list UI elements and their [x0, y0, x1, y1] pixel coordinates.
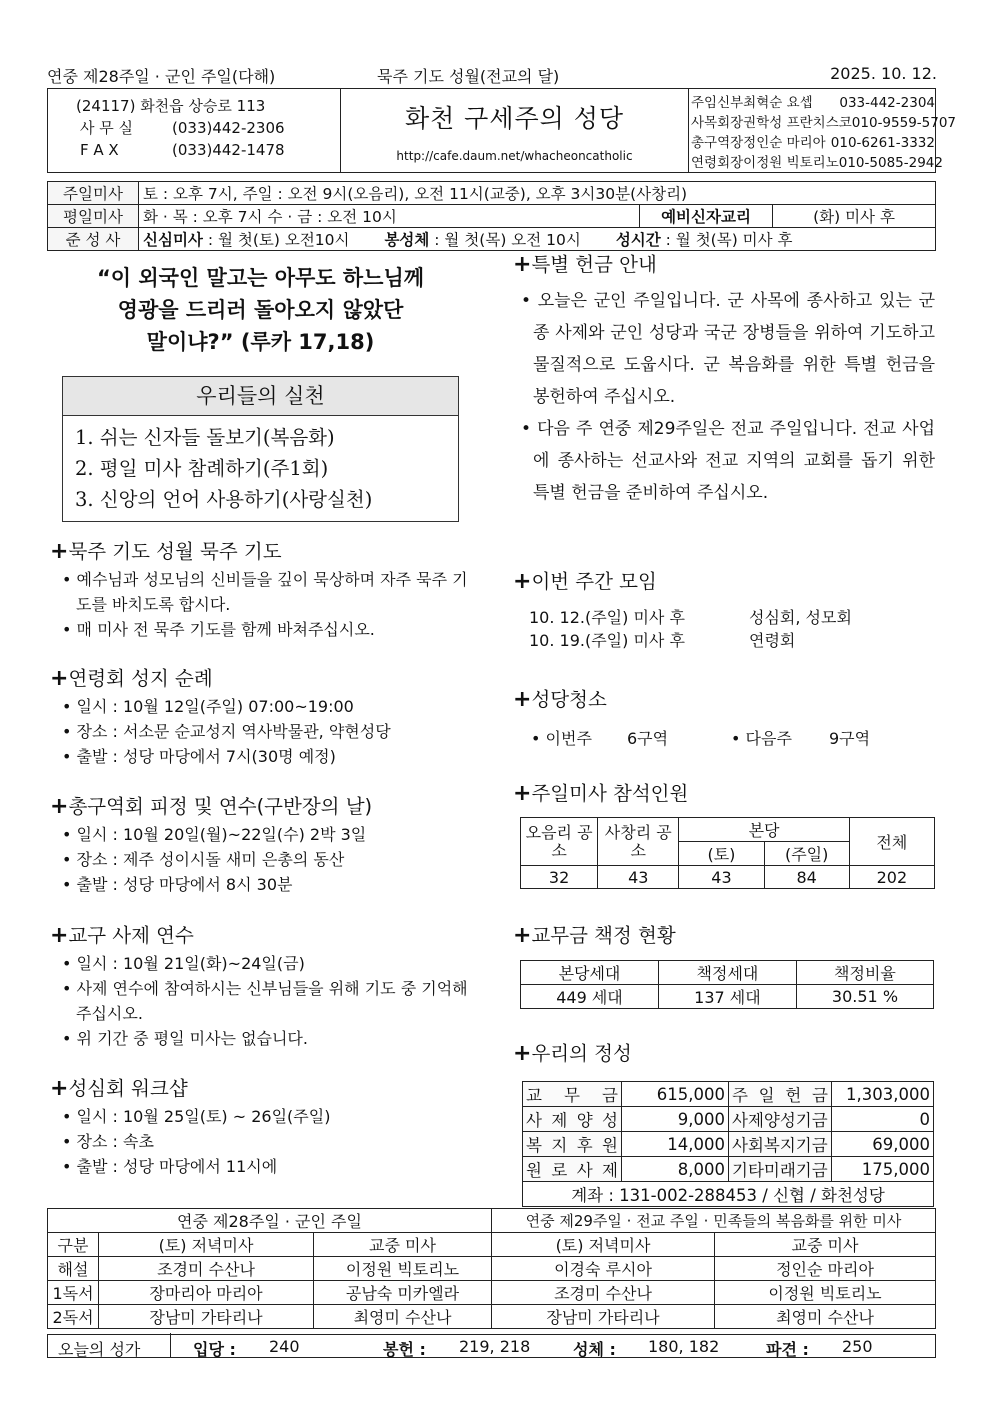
dues-heading [513, 920, 676, 948]
main-church-header: 본당 [679, 818, 849, 842]
meeting-groups: 성심회, 성모회 [749, 608, 852, 627]
saturday-header: (토) [679, 842, 764, 866]
meeting-groups: 연령회 [749, 631, 796, 650]
bank-account: 계좌 : 131-002-288453 / 신협 / 화천성당 [523, 1182, 934, 1207]
contact-row [691, 113, 957, 133]
section-title: 주일미사 참석인원 [531, 782, 689, 805]
offering-amount: 9,000 [622, 1107, 729, 1132]
list-item: 예수님과 성모님의 신비들을 깊이 묵상하며 자주 묵주 기도를 바치도록 합시다. [76, 570, 468, 614]
roster-name: 공남숙 미카엘라 [314, 1281, 492, 1305]
cross-icon: + [50, 923, 69, 948]
list-item: 장소 : 제주 성이시돌 새미 은총의 동산 [76, 850, 345, 869]
cross-icon: + [50, 666, 69, 691]
this-week-label: 이번주 [545, 729, 592, 748]
dues-header: 책정비율 [796, 961, 933, 985]
dismissal-label: 파견 : [766, 1340, 809, 1359]
home-communion-text: : 월 첫(목) 오전 10시 [429, 231, 581, 249]
entrance-hymn: 240 [269, 1337, 300, 1356]
contact-role: 총구역장 [691, 135, 744, 151]
total-header: 전체 [849, 818, 934, 866]
dues-value: 449 세대 [521, 985, 659, 1009]
section-title: 교무금 책정 현황 [531, 924, 676, 947]
practice-item: 1. 쉬는 신자들 돌보기(복음화) [75, 426, 335, 449]
section-title: 특별 헌금 안내 [531, 253, 657, 276]
office-label: 사 무 실 [80, 119, 134, 137]
dismissal-hymn: 250 [842, 1337, 873, 1356]
list-item: 일시 : 10월 20일(월)~22일(수) 2박 3일 [76, 825, 367, 844]
list-item: 일시 : 10월 12일(주일) 07:00~19:00 [76, 697, 354, 716]
holy-hour-label: 성시간 [615, 231, 661, 249]
sachangri-count: 43 [598, 866, 679, 889]
attendance-table [520, 817, 935, 889]
cafe-url[interactable]: http://cafe.daum.net/whacheoncatholic [396, 149, 633, 163]
list-item: 다음 주 연중 제29주일은 전교 주일입니다. 전교 사업에 종사하는 선교사와 전교 지역의 교회를 돕기 위한 특별 헌금을 준비하여 주십시오. [533, 419, 935, 503]
sat-header: (토) 저녁미사 [492, 1233, 715, 1257]
table-row [523, 1132, 934, 1157]
dues-table [520, 960, 934, 1009]
list-item: 위 기간 중 평일 미사는 없습니다. [76, 1029, 308, 1048]
dues-header: 책정세대 [658, 961, 796, 985]
contact-phone: 010-9559-5707 [851, 115, 957, 131]
offering-label: 주 일 헌 금 [729, 1082, 832, 1107]
contact-row [691, 93, 935, 113]
roster-role: 1독서 [48, 1281, 99, 1305]
cross-icon: + [513, 781, 532, 806]
devotion-mass-text: : 월 첫(토) 오전10시 [202, 231, 350, 249]
fax-number: (033)442-1478 [172, 141, 285, 159]
offering-table [522, 1081, 934, 1207]
contact-row [691, 133, 935, 153]
sacrament-text [139, 228, 936, 251]
offering-label: 사 제 양 성 [523, 1107, 622, 1132]
pilgrimage-section: +연령회 성지 순례 • 일시 : 10월 12일(주일) 07:00~19:00 • 장소 : 서소문 순교성지 역사박물관, 약현성당 • 출발 : 성당 마당에서 7시(30명 예정) [50, 666, 391, 766]
contact-name: 정인순 마리아 [743, 135, 826, 151]
hymn-bar [47, 1334, 936, 1358]
rosary-section: +묵주 기도 성월 묵주 기도 • 예수님과 성모님의 신비들을 깊이 묵상하며 자주 묵주 기도를 바치도록 합시다. • 매 미사 전 묵주 기도를 함께 바쳐주십시오. [50, 539, 468, 639]
sat-header: (토) 저녁미사 [99, 1233, 314, 1257]
table-row [48, 1257, 936, 1281]
list-item: 일시 : 10월 25일(토) ~ 26일(주일) [76, 1107, 331, 1126]
next-week-label: 다음주 [745, 729, 792, 748]
practice-list [63, 416, 458, 521]
sunday-header: (주일) [764, 842, 849, 866]
parish-name: 화천 구세주의 성당 [404, 104, 625, 133]
roster-role: 2독서 [48, 1305, 99, 1329]
list-item: 매 미사 전 묵주 기도를 함께 바쳐주십시오. [76, 620, 375, 639]
table-row [523, 1082, 934, 1107]
list-item: 장소 : 속초 [76, 1132, 154, 1151]
month-theme: 묵주 기도 성월(전교의 달) [377, 67, 560, 86]
devotion-mass-label: 신심미사 [143, 231, 203, 249]
sachangri-header: 사창리 공소 [598, 818, 679, 866]
offering-heading [513, 1038, 632, 1066]
roster-name: 이정원 빅토리노 [715, 1281, 936, 1305]
liturgical-week: 연중 제28주일 · 군인 주일(다해) [47, 67, 276, 86]
catechumen-label: 예비신자교리 [640, 205, 773, 228]
special-collection-section: +특별 헌금 안내 • 오늘은 군인 주일입니다. 군 사목에 종사하고 있는 군종 사제와 군인 성당과 국군 장병들을 위하여 기도하고 물질적으로 도웁시다. 군 복음화를 위한 특별 헌금을 봉헌하여 주십시오. • 다음 주 연중 제29주일은 전교 주일입니다. 전교 사업에 종사하는 선교사와 전교 지역의 교회를 돕기 위한 특별 헌금을 준비하여 주십시오. [513, 252, 936, 503]
contact-name: 이정원 빅토리노 [743, 155, 839, 171]
sacrament-label: 준 성 사 [48, 228, 139, 251]
roster-name: 정인순 마리아 [715, 1257, 936, 1281]
mass-schedule [47, 181, 936, 251]
offertory-hymn: 219, 218 [459, 1337, 531, 1356]
practice-box [62, 376, 459, 522]
sunday-mass-text: 토 : 오후 7시, 주일 : 오전 9시(오음리), 오전 11시(교중), 오후 3시30분(사창리) [139, 182, 936, 205]
holy-hour-text: : 월 첫(목) 미사 후 [660, 231, 793, 249]
offering-label: 복 지 후 원 [523, 1132, 622, 1157]
weekday-mass-label: 평일미사 [48, 205, 139, 228]
cross-icon: + [50, 539, 69, 564]
roster-name: 장마리아 마리아 [99, 1281, 314, 1305]
list-item: 출발 : 성당 마당에서 7시(30명 예정) [76, 747, 336, 766]
section-title: 연령회 성지 순례 [68, 667, 213, 690]
list-item: 일시 : 10월 21일(화)~24일(금) [76, 954, 305, 973]
priest-training-section: +교구 사제 연수 • 일시 : 10월 21일(화)~24일(금) • 사제 연수에 참여하시는 신부님들을 위해 기도 중 기억해 주십시오. • 위 기간 중 평일 미사는 없습니다. [50, 923, 468, 1048]
sunday-mass-label: 주일미사 [48, 182, 139, 205]
communion-label: 성체 : [573, 1340, 616, 1359]
week1-title: 연중 제28주일 · 군인 주일 [48, 1209, 492, 1233]
bulletin-date: 2025. 10. 12. [830, 64, 937, 83]
contacts-block [688, 89, 957, 172]
contact-phone: 010-6261-3332 [830, 135, 935, 151]
oeumri-header: 오음리 공소 [521, 818, 598, 866]
week2-title: 연중 제29주일 · 전교 주일 · 민족들의 복음화를 위한 미사 [492, 1209, 936, 1233]
roster-role: 해설 [48, 1257, 99, 1281]
dues-value: 30.51 % [796, 985, 933, 1009]
section-title: 우리의 정성 [531, 1042, 632, 1065]
section-title: 묵주 기도 성월 묵주 기도 [68, 540, 282, 563]
offering-label: 사회복지기금 [729, 1132, 832, 1157]
roster-name: 이경숙 루시아 [492, 1257, 715, 1281]
cross-icon: + [50, 794, 69, 819]
practice-item: 3. 신앙의 언어 사용하기(사랑실천) [75, 488, 373, 511]
list-item: 출발 : 성당 마당에서 8시 30분 [76, 875, 293, 894]
cross-icon: + [513, 569, 532, 594]
gospel-quote [63, 262, 458, 358]
total-count: 202 [849, 866, 934, 889]
workshop-section: +성심회 워크샵 • 일시 : 10월 25일(토) ~ 26일(주일) • 장소 : 속초 • 출발 : 성당 마당에서 11시에 [50, 1076, 331, 1176]
weekday-mass-text: 화 · 목 : 오후 7시 수 · 금 : 오전 10시 [139, 205, 640, 228]
cross-icon: + [513, 687, 532, 712]
meeting-date: 10. 12.(주일) 미사 후 [529, 608, 685, 627]
offering-amount: 14,000 [622, 1132, 729, 1157]
header-box [47, 88, 957, 173]
practice-title: 우리들의 실천 [63, 377, 458, 416]
roster-name: 조경미 수산나 [492, 1281, 715, 1305]
contact-phone: 033-442-2304 [839, 95, 935, 111]
cross-icon: + [50, 1076, 69, 1101]
roster-name: 장남미 가타리나 [492, 1305, 715, 1329]
offering-amount: 175,000 [832, 1157, 934, 1182]
roster-name: 장남미 가타리나 [99, 1305, 314, 1329]
offering-amount: 69,000 [832, 1132, 934, 1157]
dues-header: 본당세대 [521, 961, 659, 985]
this-week-zone: 6구역 [627, 729, 669, 748]
fax-label: F A X [80, 141, 119, 159]
cleaning-section: +성당청소 • 이번주 6구역 • 다음주 9구역 [513, 687, 871, 748]
offering-amount: 8,000 [622, 1157, 729, 1182]
contact-phone: 010-5085-2942 [838, 155, 943, 171]
offering-label: 교 무 금 [523, 1082, 622, 1107]
address: (24117) 화천읍 상승로 113 [76, 97, 266, 115]
list-item: 장소 : 서소문 순교성지 역사박물관, 약현성당 [76, 722, 391, 741]
meeting-date: 10. 19.(주일) 미사 후 [529, 631, 685, 650]
cross-icon: + [513, 252, 532, 277]
practice-item: 2. 평일 미사 참례하기(주1회) [75, 457, 329, 480]
title-block [341, 89, 689, 172]
fax-row [76, 139, 340, 161]
contact-row [691, 153, 943, 173]
offering-amount: 615,000 [622, 1082, 729, 1107]
oeumri-count: 32 [521, 866, 598, 889]
offertory-label: 봉헌 : [383, 1340, 426, 1359]
table-row [48, 1305, 936, 1329]
offering-label: 사제양성기금 [729, 1107, 832, 1132]
next-week-zone: 9구역 [829, 729, 871, 748]
entrance-label: 입당 : [193, 1340, 236, 1359]
liturgy-roster [47, 1208, 936, 1329]
home-communion-label: 봉성체 [384, 231, 430, 249]
retreat-section: +총구역회 피정 및 연수(구반장의 날) • 일시 : 10월 20일(월)~22일(수) 2박 3일 • 장소 : 제주 성이시돌 새미 은총의 동산 • 출발 : 성당 마당에서 8시 30분 [50, 794, 373, 894]
table-row [48, 1281, 936, 1305]
section-title: 총구역회 피정 및 연수(구반장의 날) [68, 795, 373, 818]
cross-icon: + [513, 923, 532, 948]
section-title: 성심회 워크샵 [68, 1077, 188, 1100]
contact-role: 연령회장 [691, 155, 744, 171]
section-title: 성당청소 [531, 688, 607, 711]
contact-name: 최혁순 요셉 [743, 95, 813, 111]
communion-hymn: 180, 182 [648, 1337, 720, 1356]
contact-role: 사목회장 [691, 115, 744, 131]
section-title: 이번 주간 모임 [531, 570, 657, 593]
offering-amount: 1,303,000 [832, 1082, 934, 1107]
meetings-section [513, 566, 935, 652]
table-row [523, 1157, 934, 1182]
offering-label: 기타미래기금 [729, 1157, 832, 1182]
quote-line-3: 말이냐?” (루카 17,18) [146, 330, 375, 354]
hymn-label: 오늘의 성가 [58, 1340, 141, 1359]
list-item: 출발 : 성당 마당에서 11시에 [76, 1157, 278, 1176]
roster-name: 최영미 수산나 [314, 1305, 492, 1329]
sun-header: 교중 미사 [314, 1233, 492, 1257]
roster-name: 이정원 빅토리노 [314, 1257, 492, 1281]
role-header: 구분 [48, 1233, 99, 1257]
dues-value: 137 세대 [658, 985, 796, 1009]
table-row [523, 1107, 934, 1132]
office-row [76, 117, 340, 139]
offering-amount: 0 [832, 1107, 934, 1132]
address-block [48, 89, 341, 172]
quote-line-1: “이 외국인 말고는 아무도 하느님께 [96, 266, 425, 290]
saturday-count: 43 [679, 866, 764, 889]
roster-name: 최영미 수산나 [715, 1305, 936, 1329]
contact-role: 주임신부 [691, 95, 744, 111]
attendance-heading [513, 778, 688, 806]
list-item: 오늘은 군인 주일입니다. 군 사목에 종사하고 있는 군종 사제와 군인 성당과 국군 장병들을 위하여 기도하고 물질적으로 도웁시다. 군 복음화를 위한 특별 헌금을 봉헌하여 주십시오. [533, 291, 936, 407]
catechumen-text: (화) 미사 후 [773, 205, 936, 228]
quote-line-2: 영광을 드리러 돌아오지 않았단 [117, 298, 404, 322]
sun-header: 교중 미사 [715, 1233, 936, 1257]
sunday-count: 84 [764, 866, 849, 889]
roster-name: 조경미 수산나 [99, 1257, 314, 1281]
section-title: 교구 사제 연수 [68, 924, 194, 947]
office-phone: (033)442-2306 [172, 119, 285, 137]
contact-name: 권학성 프란치스코 [743, 115, 852, 131]
list-item: 사제 연수에 참여하시는 신부님들을 위해 기도 중 기억해 주십시오. [76, 979, 468, 1023]
cross-icon: + [513, 1041, 532, 1066]
offering-label: 원 로 사 제 [523, 1157, 622, 1182]
